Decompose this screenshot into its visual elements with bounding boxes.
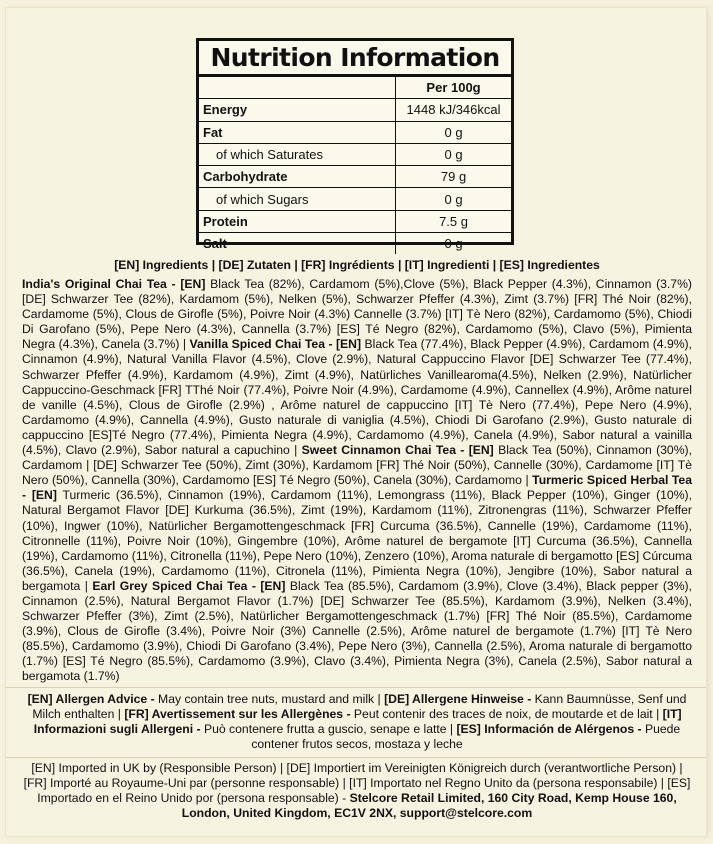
row-value: 0 g <box>396 233 511 255</box>
table-row <box>199 210 511 232</box>
nutrition-title: Nutrition Information <box>199 41 511 77</box>
row-label: of which Sugars <box>199 188 396 210</box>
allergen-it-text: Può contenere frutta a guscio, senape e latte | <box>200 722 457 737</box>
product-title-vanilla: Vanilla Spiced Chai Tea - [EN] <box>189 337 362 352</box>
allergen-de-title: [DE] Allergene Hinweise - <box>384 692 532 706</box>
row-value: 0 g <box>396 121 511 143</box>
row-value: 0 g <box>396 143 511 165</box>
allergen-en-text: May contain tree nuts, mustard and milk | <box>154 692 385 706</box>
row-value: 1448 kJ/346kcal <box>396 99 511 121</box>
row-value: 79 g <box>396 166 511 188</box>
allergen-es-title: [ES] Información de Alérgenos - <box>456 722 642 737</box>
row-value: 7.5 g <box>396 210 511 232</box>
table-row <box>199 143 511 165</box>
allergen-it-title: [IT] Informazioni sugli Allergeni - <box>33 707 682 737</box>
product-title-india: India's Original Chai Tea - [EN] <box>22 277 206 291</box>
row-label: of which Saturates <box>199 143 396 165</box>
importer-text: [EN] Imported in UK by (Responsible Person) | [DE] Importiert im Vereinigten Königreich durch (verantwortliche Person) | [FR] Importé au Royaume-Uni par (personne responsable) | [IT] Importato nel Regno Unito da (persona responsabile) | [ES] Importado en el Reino Unido por (persona responsable) - <box>23 761 691 806</box>
row-value: 0 g <box>396 188 511 210</box>
table-row <box>199 99 511 121</box>
nutrition-table <box>196 38 514 252</box>
table-row <box>199 121 511 143</box>
importer-info <box>22 761 692 821</box>
importer-company: Stelcore Retail Limited, 160 City Road, Kemp House 160, London, United Kingdom, EC1V 2NX, support@stelcore.com <box>181 791 677 821</box>
ingredients-india: Black Tea (82%), Cardamom (5%),Clove (5%), Black Pepper (4.3%), Cinnamon (3.7%) [DE] Schwarzer Tee (82%), Kardamom (5%), Nelken (5%), Schwarzer Pfeffer (4.3%), Zimt (3.7%) [FR] Thé Noir (82%), Cardamome (5%), Clous de Girofle (5%), Poivre Noir (4.3%) Cannelle (3.7%) [IT] Tè Nero (82%), Cardamomo (5%), Chiodi Di Garofano (5%), Pepe Nero (4.3%), Cannella (3.7%) [ES] Té Negro (82%), Cardamomo (5%), Clavo (5%), Pimienta Negra (4.3%), Canela (3.7%) | <box>22 277 692 352</box>
product-title-cinnamon: Sweet Cinnamon Chai Tea - [EN] <box>301 443 494 458</box>
ingredients-header: [EN] Ingredients | [DE] Zutaten | [FR] Ingrédients | [IT] Ingredienti | [ES] Ingredientes <box>114 258 600 272</box>
table-row <box>199 166 511 188</box>
divider <box>6 687 706 688</box>
allergen-en-title: [EN] Allergen Advice - <box>27 692 155 706</box>
product-title-turmeric: Turmeric Spiced Herbal Tea - [EN] <box>22 473 692 503</box>
divider <box>6 757 706 758</box>
allergen-es-text: Puede contener frutos secos, mostaza y leche <box>251 722 681 752</box>
product-title-earlgrey: Earl Grey Spiced Chai Tea - [EN] <box>92 578 286 593</box>
row-label: Protein <box>199 210 396 232</box>
allergen-de-text: Kann Baumnüsse, Senf und Milch enthalten | <box>32 692 687 722</box>
table-row <box>199 188 511 210</box>
row-label: Carbohydrate <box>199 166 396 188</box>
row-label: Salt <box>199 233 396 255</box>
per-100g-header: Per 100g <box>396 77 511 99</box>
ingredients-cinnamon: Black Tea (50%), Cinnamon (30%), Cardamom | [DE] Schwarzer Tee (50%), Zimt (30%), Kardamom [FR] Thé Noir (50%), Cannelle (30%), Cardamome [IT] Tè Nero (50%), Cannella (30%), Cardamomo [ES] Té Negro (50%), Canela (30%), Cardamomo | <box>22 443 692 488</box>
table-row <box>199 77 511 99</box>
nutrition-grid <box>199 77 511 254</box>
allergen-fr-text: Peut contenir des traces de noix, de moutarde et de lait | <box>350 707 663 722</box>
allergen-fr-title: [FR] Avertissement sur les Allergènes - <box>124 707 351 722</box>
ingredients-earlgrey: Black Tea (85.5%), Cardamom (3.9%), Clove (3.4%), Black pepper (3%), Cinnamon (2.5%), Natural Bergamot Flavor (1.7%) [DE] Schwarzer Tee (85.5%), Kardamom (3.9%), Nelken (3.4%), Schwarzer Pfeffer (3%), Zimt (2.5%), Natürlicher Bergamottengeschmack (1.7%) [FR] Thé Noir (85.5%), Cardamome (3.9%), Clous de Girofle (3.4%), Poivre Noir (3%) Cannelle (2.5%), Arôme naturel de bergamote (1.7%) [IT] Tè Nero (85.5%), Cardamomo (3.9%), Chiodi Di Garofano (3.4%), Pepe Nero (3%), Cannella (2.5%), Aroma naturale di bergamotto (1.7%) [ES] Té Negro (85.5%), Cardamomo (3.9%), Clavo (3.4%), Pimienta Negra (3%), Canela (2.5%), Sabor natural a bergamota (1.7%) <box>22 578 692 684</box>
ingredients-vanilla: Black Tea (77.4%), Black Pepper (4.9%), Cardamom (4.9%), Cinnamon (4.9%), Natural Vanilla Flavor (4.5%), Clove (2.9%), Natural Cappuccino Flavor [DE] Schwarzer Tee (77.4%), Schwarzer Pfeffer (4.9%), Kardamom (4.9%), Zimt (4.9%), Natürliches Vanillearoma(4.5%), Nelken (2.9%), Natürlicher Cappuccino-Geschmack [FR] TThé Noir (77.4%), Poivre Noir (4.9%), Cardamome (4.9%), Cannellex (4.9%), Arôme naturel de vanille (4.5%), Clous de Girofle (2.9%) , Arôme naturel de cappuccino [IT] Tè Nero (77.4%), Pepe Nero (4.9%), Cardamomo (4.9%), Cannella (4.9%), Gusto naturale di vaniglia (4.5%), Chiodi Di Garofano (2.9%), Gusto naturale di cappuccino [ES]Té Negro (77.4%), Pimienta Negra (4.9%), Cardamomo (4.9%), Canela (4.9%), Sabor natural a vainilla (4.5%), Clavo (2.9%), Sabor natural a capuchino | <box>22 337 692 458</box>
ingredients-turmeric: Turmeric (36.5%), Cinnamon (19%), Cardamom (11%), Lemongrass (11%), Black Pepper (10%), Ginger (10%), Natural Bergamot Flavor [DE] Kurkuma (36.5%), Zimt (19%), Kardamom (11%), Zitronengras (11%), Schwarzer Pfeffer (10%), Ingwer (10%), Natürlicher Bergamottengeschmack [FR] Curcuma (36.5%), Cannelle (19%), Cardamome (11%), Citronnelle (11%), Poivre Noir (10%), Gingembre (10%), Arôme naturel de bergamote [IT] Curcuma (36.5%), Cannella (19%), Cardamomo (11%), Citronella (11%), Pepe Nero (10%), Zenzero (10%), Aroma naturale di bergamotto [ES] Cúrcuma (36.5%), Canela (19%), Cardamomo (11%), Citronela (11%), Pimienta Negra (10%), Jengibre (10%), Sabor natural a bergamota | <box>22 488 692 593</box>
ingredients-text <box>22 277 692 685</box>
table-row <box>199 233 511 255</box>
row-label: Fat <box>199 121 396 143</box>
row-label: Energy <box>199 99 396 121</box>
allergen-advice <box>22 692 692 752</box>
